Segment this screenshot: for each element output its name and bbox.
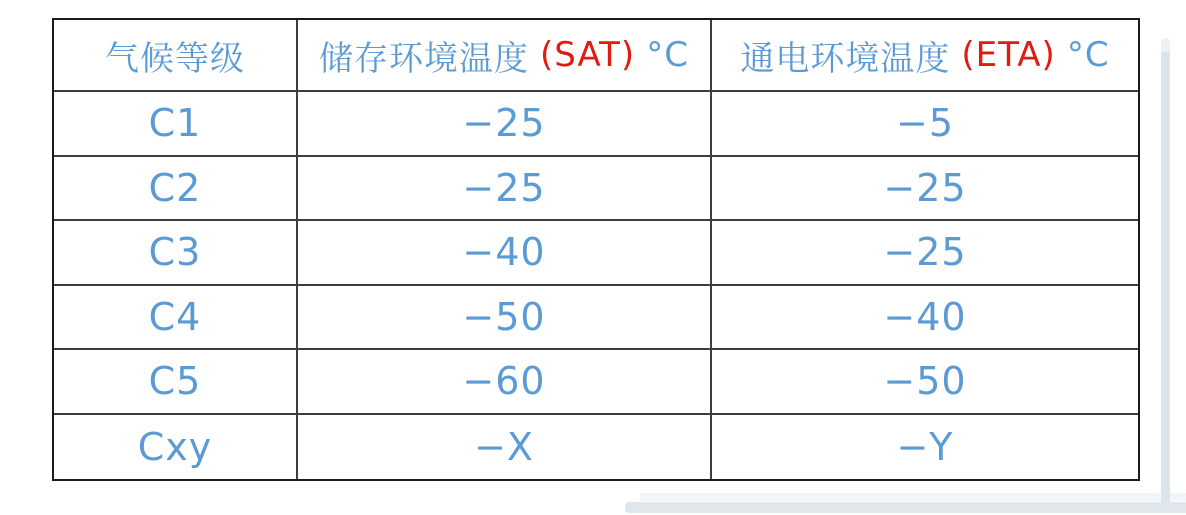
table-cell-eta: −Y [896, 424, 954, 469]
header-cell-grade [54, 20, 298, 92]
header-cell-eta [712, 20, 1138, 92]
horizontal-scrollbar-thumb[interactable] [625, 502, 1186, 513]
table-cell-eta: −25 [712, 221, 1138, 286]
table-cell-eta: −5 [712, 92, 1138, 157]
header-cell-sat [298, 20, 712, 92]
header-eta-code: (ETA) [961, 35, 1056, 75]
header-eta-unit: °C [1066, 35, 1110, 75]
table-cell-sat: −60 [298, 350, 712, 415]
table-cell-sat: −X [298, 415, 712, 480]
table-cell-eta: −25 [712, 157, 1138, 222]
table-cell-grade: Cxy [54, 415, 298, 480]
table-cell-eta: −50 [712, 350, 1138, 415]
table-cell-grade: C2 [54, 157, 298, 222]
table-cell-grade: C1 [54, 92, 298, 157]
header-sat-unit: °C [646, 35, 689, 75]
table-cell-sat: −25 [298, 157, 712, 222]
table-cell-grade: C5 [54, 350, 298, 415]
header-eta-label: 通电环境温度 [740, 38, 951, 79]
table-cell-sat: −50 [298, 286, 712, 351]
climate-grade-table [52, 18, 1140, 481]
table-cell-sat: −40 [298, 221, 712, 286]
header-sat-label: 储存环境温度 [319, 38, 530, 79]
vertical-scrollbar-thumb[interactable] [1161, 38, 1170, 505]
header-grade-label: 气候等级 [105, 38, 245, 79]
table-cell-eta: −40 [712, 286, 1138, 351]
table-cell-grade: C3 [54, 221, 298, 286]
table-cell-sat: −25 [298, 92, 712, 157]
horizontal-scrollbar-track [640, 493, 1186, 501]
table-cell-grade: C4 [54, 286, 298, 351]
header-sat-code: (SAT) [540, 35, 636, 75]
